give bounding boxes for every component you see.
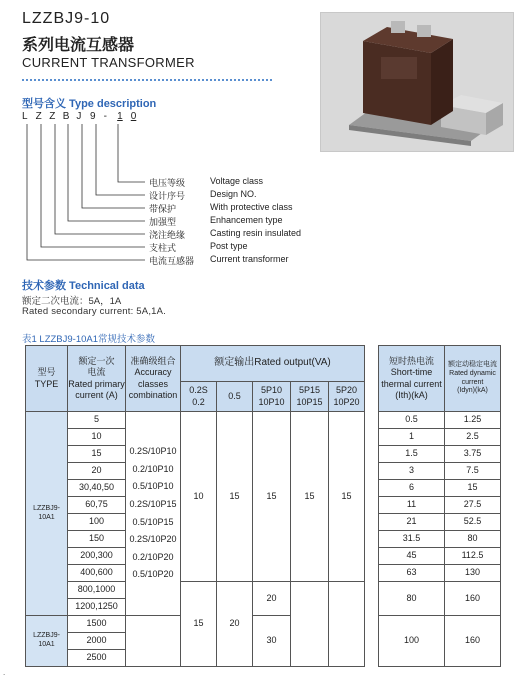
header-text: 0.2 xyxy=(192,396,205,407)
accuracy-item: 0.2S/10P15 xyxy=(129,498,177,509)
output-cell: 15 xyxy=(291,412,329,582)
primary-current-cell: 1500 xyxy=(68,616,126,633)
output-cell: 10 xyxy=(181,412,217,582)
type-description-heading: 型号含义 Type description xyxy=(22,98,157,110)
output-cell: 20 xyxy=(253,582,291,616)
primary-current-cell: 5 xyxy=(68,412,126,429)
output-cell: 15 xyxy=(329,412,365,582)
code-char: - xyxy=(103,111,107,122)
header-text: 10P15 xyxy=(296,396,323,407)
header-text: 0.5 xyxy=(228,390,241,401)
header-text: Rated dynamic xyxy=(449,369,496,377)
chinese-title: 系列电流互感器 xyxy=(22,37,135,54)
accuracy-cell xyxy=(126,616,181,667)
primary-current-cell: 150 xyxy=(68,531,126,548)
header-text: 5P15 xyxy=(298,385,321,396)
header-text: current xyxy=(461,378,484,386)
accuracy-cell xyxy=(126,412,181,616)
output-cell xyxy=(291,582,329,667)
primary-current-cell: 60,75 xyxy=(68,497,126,514)
legend-en: Post type xyxy=(210,241,248,251)
output-cell: 15 xyxy=(217,412,253,582)
legend-cn: 电压等级 xyxy=(149,178,186,188)
accuracy-item: 0.5/10P20 xyxy=(132,569,174,580)
primary-current-cell: 400,600 xyxy=(68,565,126,582)
header-rated-primary xyxy=(68,346,126,412)
legend-cn: 带保护 xyxy=(149,204,177,214)
dynamic-cell: 130 xyxy=(445,565,501,582)
legend-cn: 电流互感器 xyxy=(149,256,195,266)
header-text: Rated primary xyxy=(68,378,125,389)
model-title: LZZBJ9-10 xyxy=(22,10,111,27)
output-cell: 15 xyxy=(253,412,291,582)
code-char: B xyxy=(62,111,70,122)
column-gap xyxy=(365,412,379,667)
thermal-cell: 31.5 xyxy=(379,531,445,548)
code-char: J xyxy=(76,111,82,122)
legend-cn: 支柱式 xyxy=(149,243,177,253)
thermal-cell: 21 xyxy=(379,514,445,531)
header-text: classes xyxy=(137,378,168,389)
header-output-col xyxy=(217,382,253,412)
header-output-col xyxy=(329,382,365,412)
dynamic-cell: 1.25 xyxy=(445,412,501,429)
legend-connector-lines xyxy=(0,0,527,280)
header-text: 0.2S xyxy=(189,385,208,396)
accuracy-item: 0.5/10P10 xyxy=(132,481,174,492)
header-text: 5P20 xyxy=(335,385,358,396)
code-char: Z xyxy=(35,111,42,122)
legend-en: Current transformer xyxy=(210,254,289,264)
legend-en: Voltage class xyxy=(210,176,264,186)
header-output-col xyxy=(253,382,291,412)
header-text: 10P20 xyxy=(333,396,360,407)
dynamic-cell: 7.5 xyxy=(445,463,501,480)
primary-current-cell: 100 xyxy=(68,514,126,531)
thermal-cell: 11 xyxy=(379,497,445,514)
legend-en: Enhancemen type xyxy=(210,215,283,225)
thermal-cell: 1.5 xyxy=(379,446,445,463)
dynamic-cell: 2.5 xyxy=(445,429,501,446)
accuracy-item: 0.2/10P20 xyxy=(132,551,174,562)
dynamic-cell: 15 xyxy=(445,480,501,497)
legend-en: Design NO. xyxy=(210,189,257,199)
header-text: 10P10 xyxy=(258,396,285,407)
type-cell: LZZBJ9-10A1 xyxy=(26,616,68,667)
secondary-current-cn: 额定二次电流：5A，1A xyxy=(22,296,122,307)
header-rated-output: 额定输出Rated output(VA) xyxy=(181,346,365,382)
header-dynamic xyxy=(445,346,501,412)
dynamic-cell: 160 xyxy=(445,582,501,616)
accuracy-item: 0.2/10P10 xyxy=(132,463,174,474)
primary-current-cell: 2000 xyxy=(68,633,126,650)
header-text: 额定动稳定电流 xyxy=(448,361,497,368)
header-text: 型号 xyxy=(37,367,56,378)
thermal-cell: 6 xyxy=(379,480,445,497)
english-title: CURRENT TRANSFORMER xyxy=(22,55,195,70)
header-text: 准确级组合 xyxy=(130,356,176,366)
legend-cn: 浇注绝缘 xyxy=(149,230,186,240)
code-char: Z xyxy=(49,111,56,122)
header-thermal xyxy=(379,346,445,412)
legend-cn: 加强型 xyxy=(149,217,177,227)
table-row xyxy=(26,616,501,633)
legend-cn: 设计序号 xyxy=(149,191,186,201)
header-text: Accuracy xyxy=(134,367,172,378)
table-row xyxy=(26,412,501,429)
code-char: L xyxy=(22,111,28,122)
footer-mark: . xyxy=(3,668,6,677)
thermal-cell: 1 xyxy=(379,429,445,446)
header-text: (Ith)(kA) xyxy=(395,389,428,400)
technical-parameters-table xyxy=(25,345,501,667)
primary-current-cell: 800,1000 xyxy=(68,582,126,599)
primary-current-cell: 10 xyxy=(68,429,126,446)
primary-current-cell: 30,40,50 xyxy=(68,480,126,497)
header-text: 5P10 xyxy=(260,385,283,396)
header-text: 额定一次 xyxy=(78,356,115,366)
table-header-row xyxy=(26,346,501,382)
thermal-cell: 63 xyxy=(379,565,445,582)
thermal-cell: 45 xyxy=(379,548,445,565)
primary-current-cell: 1200,1250 xyxy=(68,599,126,616)
primary-current-cell: 200,300 xyxy=(68,548,126,565)
header-type xyxy=(26,346,68,412)
dynamic-cell: 160 xyxy=(445,616,501,667)
dynamic-cell: 80 xyxy=(445,531,501,548)
table-caption: 表1 LZZBJ9-10A1常规技术参数 xyxy=(22,334,156,345)
header-accuracy xyxy=(126,346,181,412)
header-text: (Idyn)(kA) xyxy=(457,387,488,395)
thermal-cell: 3 xyxy=(379,463,445,480)
dynamic-cell: 27.5 xyxy=(445,497,501,514)
dynamic-cell: 52.5 xyxy=(445,514,501,531)
accuracy-item: 0.2S/10P10 xyxy=(129,446,177,457)
header-output-col xyxy=(291,382,329,412)
output-cell xyxy=(329,582,365,667)
accuracy-item: 0.5/10P15 xyxy=(132,516,174,527)
code-char: 1 xyxy=(117,111,123,122)
thermal-cell: 80 xyxy=(379,582,445,616)
code-char: 9 xyxy=(89,111,96,122)
dynamic-cell: 112.5 xyxy=(445,548,501,565)
technical-data-heading: 技术参数 Technical data xyxy=(22,280,145,292)
output-cell: 20 xyxy=(217,582,253,667)
header-text: 短时热电流 xyxy=(388,356,434,366)
header-text: Short-time xyxy=(390,367,433,378)
column-gap xyxy=(365,346,379,412)
legend-en: With protective class xyxy=(210,202,293,212)
header-text: TYPE xyxy=(34,378,59,389)
dynamic-cell: 3.75 xyxy=(445,446,501,463)
header-text: thermal current xyxy=(381,378,442,389)
code-char: 0 xyxy=(130,111,137,122)
thermal-cell: 100 xyxy=(379,616,445,667)
thermal-cell: 0.5 xyxy=(379,412,445,429)
header-text: combination xyxy=(128,389,178,400)
primary-current-cell: 15 xyxy=(68,446,126,463)
table-row xyxy=(26,582,501,599)
legend-en: Casting resin insulated xyxy=(210,228,302,238)
primary-current-cell: 20 xyxy=(68,463,126,480)
accuracy-item: 0.2S/10P20 xyxy=(129,534,177,545)
header-text: current (A) xyxy=(75,389,118,400)
header-output-col xyxy=(181,382,217,412)
type-cell: LZZBJ9-10A1 xyxy=(26,412,68,616)
output-cell: 15 xyxy=(181,582,217,667)
output-cell: 30 xyxy=(253,616,291,667)
header-text: 电流 xyxy=(87,367,106,378)
secondary-current-en: Rated secondary current: 5A,1A. xyxy=(22,306,167,317)
primary-current-cell: 2500 xyxy=(68,650,126,667)
